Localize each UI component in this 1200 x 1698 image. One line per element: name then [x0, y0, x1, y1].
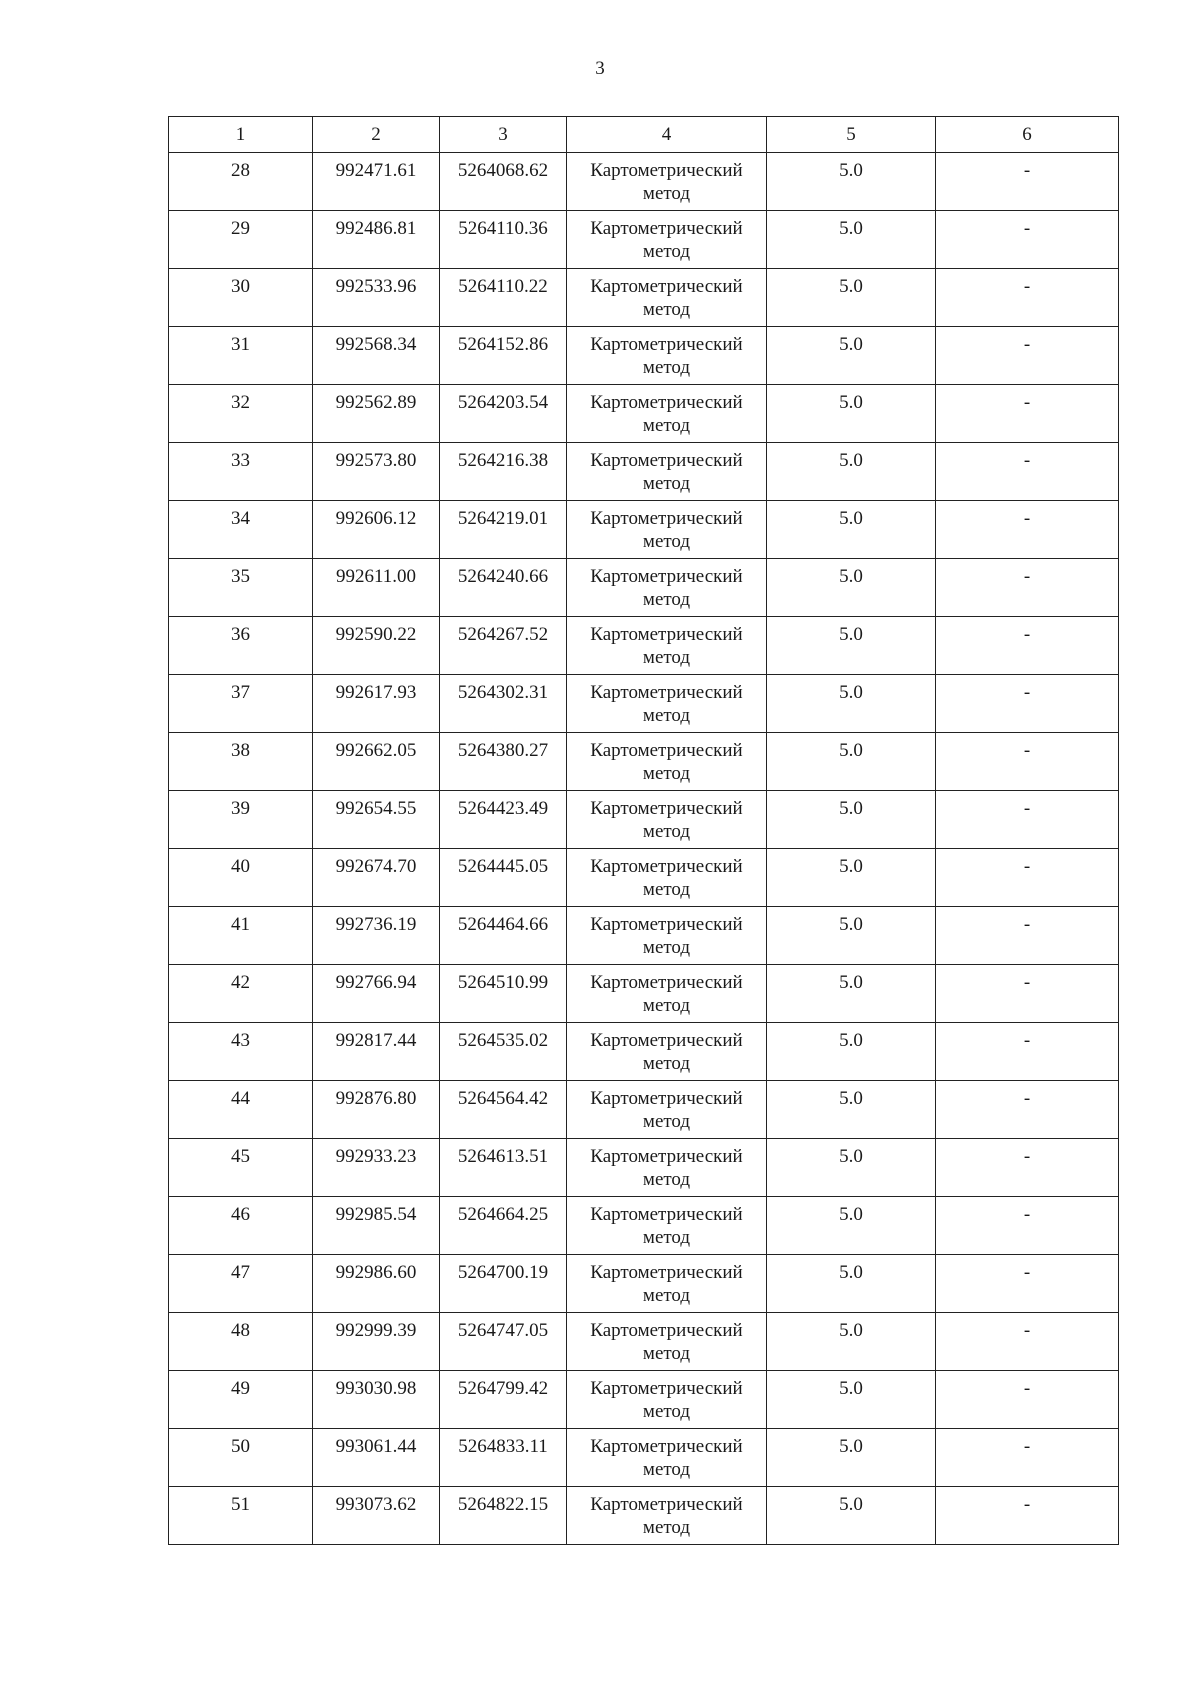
accuracy-cell: 5.0: [767, 1197, 936, 1255]
accuracy-cell: 5.0: [767, 1081, 936, 1139]
point-number-cell: 49: [169, 1371, 313, 1429]
accuracy-cell: 5.0: [767, 1313, 936, 1371]
x-coordinate-cell: 993073.62: [313, 1487, 440, 1545]
note-cell: -: [936, 1197, 1119, 1255]
method-cell: Картометрический метод: [567, 1371, 767, 1429]
note-cell: -: [936, 1023, 1119, 1081]
note-cell: -: [936, 269, 1119, 327]
accuracy-cell: 5.0: [767, 1139, 936, 1197]
x-coordinate-cell: 992611.00: [313, 559, 440, 617]
method-cell: Картометрический метод: [567, 907, 767, 965]
point-number-cell: 33: [169, 443, 313, 501]
x-coordinate-cell: 993061.44: [313, 1429, 440, 1487]
note-cell: -: [936, 907, 1119, 965]
y-coordinate-cell: 5264464.66: [440, 907, 567, 965]
point-number-cell: 43: [169, 1023, 313, 1081]
method-cell: Картометрический метод: [567, 1081, 767, 1139]
table-row: [169, 1081, 1119, 1139]
note-cell: -: [936, 501, 1119, 559]
accuracy-cell: 5.0: [767, 1429, 936, 1487]
table-row: [169, 1023, 1119, 1081]
table-body: [169, 153, 1119, 1545]
header-cell-5: 5: [767, 117, 936, 153]
point-number-cell: 45: [169, 1139, 313, 1197]
method-cell: Картометрический метод: [567, 501, 767, 559]
method-cell: Картометрический метод: [567, 385, 767, 443]
x-coordinate-cell: 992617.93: [313, 675, 440, 733]
x-coordinate-cell: 992986.60: [313, 1255, 440, 1313]
table-row: [169, 733, 1119, 791]
note-cell: -: [936, 1139, 1119, 1197]
header-cell-1: 1: [169, 117, 313, 153]
note-cell: -: [936, 327, 1119, 385]
method-cell: Картометрический метод: [567, 443, 767, 501]
table-row: [169, 1313, 1119, 1371]
x-coordinate-cell: 992817.44: [313, 1023, 440, 1081]
x-coordinate-cell: 992486.81: [313, 211, 440, 269]
table-row: [169, 559, 1119, 617]
y-coordinate-cell: 5264799.42: [440, 1371, 567, 1429]
x-coordinate-cell: 992766.94: [313, 965, 440, 1023]
point-number-cell: 32: [169, 385, 313, 443]
accuracy-cell: 5.0: [767, 849, 936, 907]
x-coordinate-cell: 992933.23: [313, 1139, 440, 1197]
method-cell: Картометрический метод: [567, 327, 767, 385]
x-coordinate-cell: 993030.98: [313, 1371, 440, 1429]
accuracy-cell: 5.0: [767, 501, 936, 559]
note-cell: -: [936, 443, 1119, 501]
y-coordinate-cell: 5264216.38: [440, 443, 567, 501]
method-cell: Картометрический метод: [567, 1255, 767, 1313]
table-row: [169, 501, 1119, 559]
header-cell-3: 3: [440, 117, 567, 153]
accuracy-cell: 5.0: [767, 327, 936, 385]
table-row: [169, 327, 1119, 385]
note-cell: -: [936, 675, 1119, 733]
table-row: [169, 907, 1119, 965]
table-row: [169, 443, 1119, 501]
method-cell: Картометрический метод: [567, 1139, 767, 1197]
y-coordinate-cell: 5264833.11: [440, 1429, 567, 1487]
y-coordinate-cell: 5264664.25: [440, 1197, 567, 1255]
y-coordinate-cell: 5264613.51: [440, 1139, 567, 1197]
table-header-row: [169, 117, 1119, 153]
note-cell: -: [936, 1429, 1119, 1487]
accuracy-cell: 5.0: [767, 153, 936, 211]
point-number-cell: 31: [169, 327, 313, 385]
note-cell: -: [936, 1313, 1119, 1371]
table-row: [169, 965, 1119, 1023]
method-cell: Картометрический метод: [567, 675, 767, 733]
point-number-cell: 50: [169, 1429, 313, 1487]
point-number-cell: 36: [169, 617, 313, 675]
point-number-cell: 28: [169, 153, 313, 211]
point-number-cell: 47: [169, 1255, 313, 1313]
point-number-cell: 34: [169, 501, 313, 559]
point-number-cell: 42: [169, 965, 313, 1023]
y-coordinate-cell: 5264068.62: [440, 153, 567, 211]
method-cell: Картометрический метод: [567, 269, 767, 327]
x-coordinate-cell: 992985.54: [313, 1197, 440, 1255]
x-coordinate-cell: 992606.12: [313, 501, 440, 559]
x-coordinate-cell: 992674.70: [313, 849, 440, 907]
y-coordinate-cell: 5264510.99: [440, 965, 567, 1023]
y-coordinate-cell: 5264423.49: [440, 791, 567, 849]
note-cell: -: [936, 559, 1119, 617]
y-coordinate-cell: 5264152.86: [440, 327, 567, 385]
header-cell-4: 4: [567, 117, 767, 153]
table-row: [169, 269, 1119, 327]
accuracy-cell: 5.0: [767, 385, 936, 443]
y-coordinate-cell: 5264203.54: [440, 385, 567, 443]
accuracy-cell: 5.0: [767, 211, 936, 269]
accuracy-cell: 5.0: [767, 791, 936, 849]
method-cell: Картометрический метод: [567, 1197, 767, 1255]
method-cell: Картометрический метод: [567, 617, 767, 675]
table-row: [169, 153, 1119, 211]
x-coordinate-cell: 992662.05: [313, 733, 440, 791]
table-row: [169, 1197, 1119, 1255]
table-row: [169, 1429, 1119, 1487]
point-number-cell: 30: [169, 269, 313, 327]
table-row: [169, 849, 1119, 907]
method-cell: Картометрический метод: [567, 1023, 767, 1081]
y-coordinate-cell: 5264564.42: [440, 1081, 567, 1139]
x-coordinate-cell: 992736.19: [313, 907, 440, 965]
accuracy-cell: 5.0: [767, 269, 936, 327]
method-cell: Картометрический метод: [567, 153, 767, 211]
table-row: [169, 1371, 1119, 1429]
note-cell: -: [936, 849, 1119, 907]
accuracy-cell: 5.0: [767, 1487, 936, 1545]
accuracy-cell: 5.0: [767, 907, 936, 965]
y-coordinate-cell: 5264267.52: [440, 617, 567, 675]
note-cell: -: [936, 1371, 1119, 1429]
point-number-cell: 48: [169, 1313, 313, 1371]
x-coordinate-cell: 992573.80: [313, 443, 440, 501]
accuracy-cell: 5.0: [767, 1371, 936, 1429]
header-cell-6: 6: [936, 117, 1119, 153]
coordinates-table: [168, 116, 1119, 1545]
point-number-cell: 46: [169, 1197, 313, 1255]
y-coordinate-cell: 5264445.05: [440, 849, 567, 907]
point-number-cell: 40: [169, 849, 313, 907]
x-coordinate-cell: 992876.80: [313, 1081, 440, 1139]
note-cell: -: [936, 385, 1119, 443]
table-row: [169, 211, 1119, 269]
method-cell: Картометрический метод: [567, 559, 767, 617]
y-coordinate-cell: 5264380.27: [440, 733, 567, 791]
point-number-cell: 35: [169, 559, 313, 617]
x-coordinate-cell: 992590.22: [313, 617, 440, 675]
accuracy-cell: 5.0: [767, 965, 936, 1023]
x-coordinate-cell: 992533.96: [313, 269, 440, 327]
note-cell: -: [936, 1255, 1119, 1313]
x-coordinate-cell: 992654.55: [313, 791, 440, 849]
y-coordinate-cell: 5264110.22: [440, 269, 567, 327]
table-row: [169, 1139, 1119, 1197]
accuracy-cell: 5.0: [767, 733, 936, 791]
accuracy-cell: 5.0: [767, 1255, 936, 1313]
table-row: [169, 675, 1119, 733]
x-coordinate-cell: 992999.39: [313, 1313, 440, 1371]
x-coordinate-cell: 992562.89: [313, 385, 440, 443]
x-coordinate-cell: 992568.34: [313, 327, 440, 385]
y-coordinate-cell: 5264747.05: [440, 1313, 567, 1371]
table-row: [169, 791, 1119, 849]
note-cell: -: [936, 791, 1119, 849]
table-row: [169, 385, 1119, 443]
x-coordinate-cell: 992471.61: [313, 153, 440, 211]
point-number-cell: 51: [169, 1487, 313, 1545]
point-number-cell: 39: [169, 791, 313, 849]
table-row: [169, 1487, 1119, 1545]
table-row: [169, 617, 1119, 675]
method-cell: Картометрический метод: [567, 791, 767, 849]
note-cell: -: [936, 733, 1119, 791]
page-number: 3: [595, 58, 605, 79]
y-coordinate-cell: 5264535.02: [440, 1023, 567, 1081]
note-cell: -: [936, 211, 1119, 269]
method-cell: Картометрический метод: [567, 1487, 767, 1545]
method-cell: Картометрический метод: [567, 733, 767, 791]
y-coordinate-cell: 5264302.31: [440, 675, 567, 733]
method-cell: Картометрический метод: [567, 965, 767, 1023]
y-coordinate-cell: 5264822.15: [440, 1487, 567, 1545]
accuracy-cell: 5.0: [767, 443, 936, 501]
note-cell: -: [936, 153, 1119, 211]
point-number-cell: 37: [169, 675, 313, 733]
method-cell: Картометрический метод: [567, 849, 767, 907]
note-cell: -: [936, 965, 1119, 1023]
note-cell: -: [936, 1487, 1119, 1545]
header-cell-2: 2: [313, 117, 440, 153]
accuracy-cell: 5.0: [767, 1023, 936, 1081]
y-coordinate-cell: 5264700.19: [440, 1255, 567, 1313]
point-number-cell: 29: [169, 211, 313, 269]
point-number-cell: 38: [169, 733, 313, 791]
accuracy-cell: 5.0: [767, 559, 936, 617]
method-cell: Картометрический метод: [567, 1429, 767, 1487]
accuracy-cell: 5.0: [767, 617, 936, 675]
note-cell: -: [936, 617, 1119, 675]
y-coordinate-cell: 5264219.01: [440, 501, 567, 559]
point-number-cell: 41: [169, 907, 313, 965]
method-cell: Картометрический метод: [567, 211, 767, 269]
table-row: [169, 1255, 1119, 1313]
y-coordinate-cell: 5264240.66: [440, 559, 567, 617]
point-number-cell: 44: [169, 1081, 313, 1139]
note-cell: -: [936, 1081, 1119, 1139]
accuracy-cell: 5.0: [767, 675, 936, 733]
method-cell: Картометрический метод: [567, 1313, 767, 1371]
y-coordinate-cell: 5264110.36: [440, 211, 567, 269]
